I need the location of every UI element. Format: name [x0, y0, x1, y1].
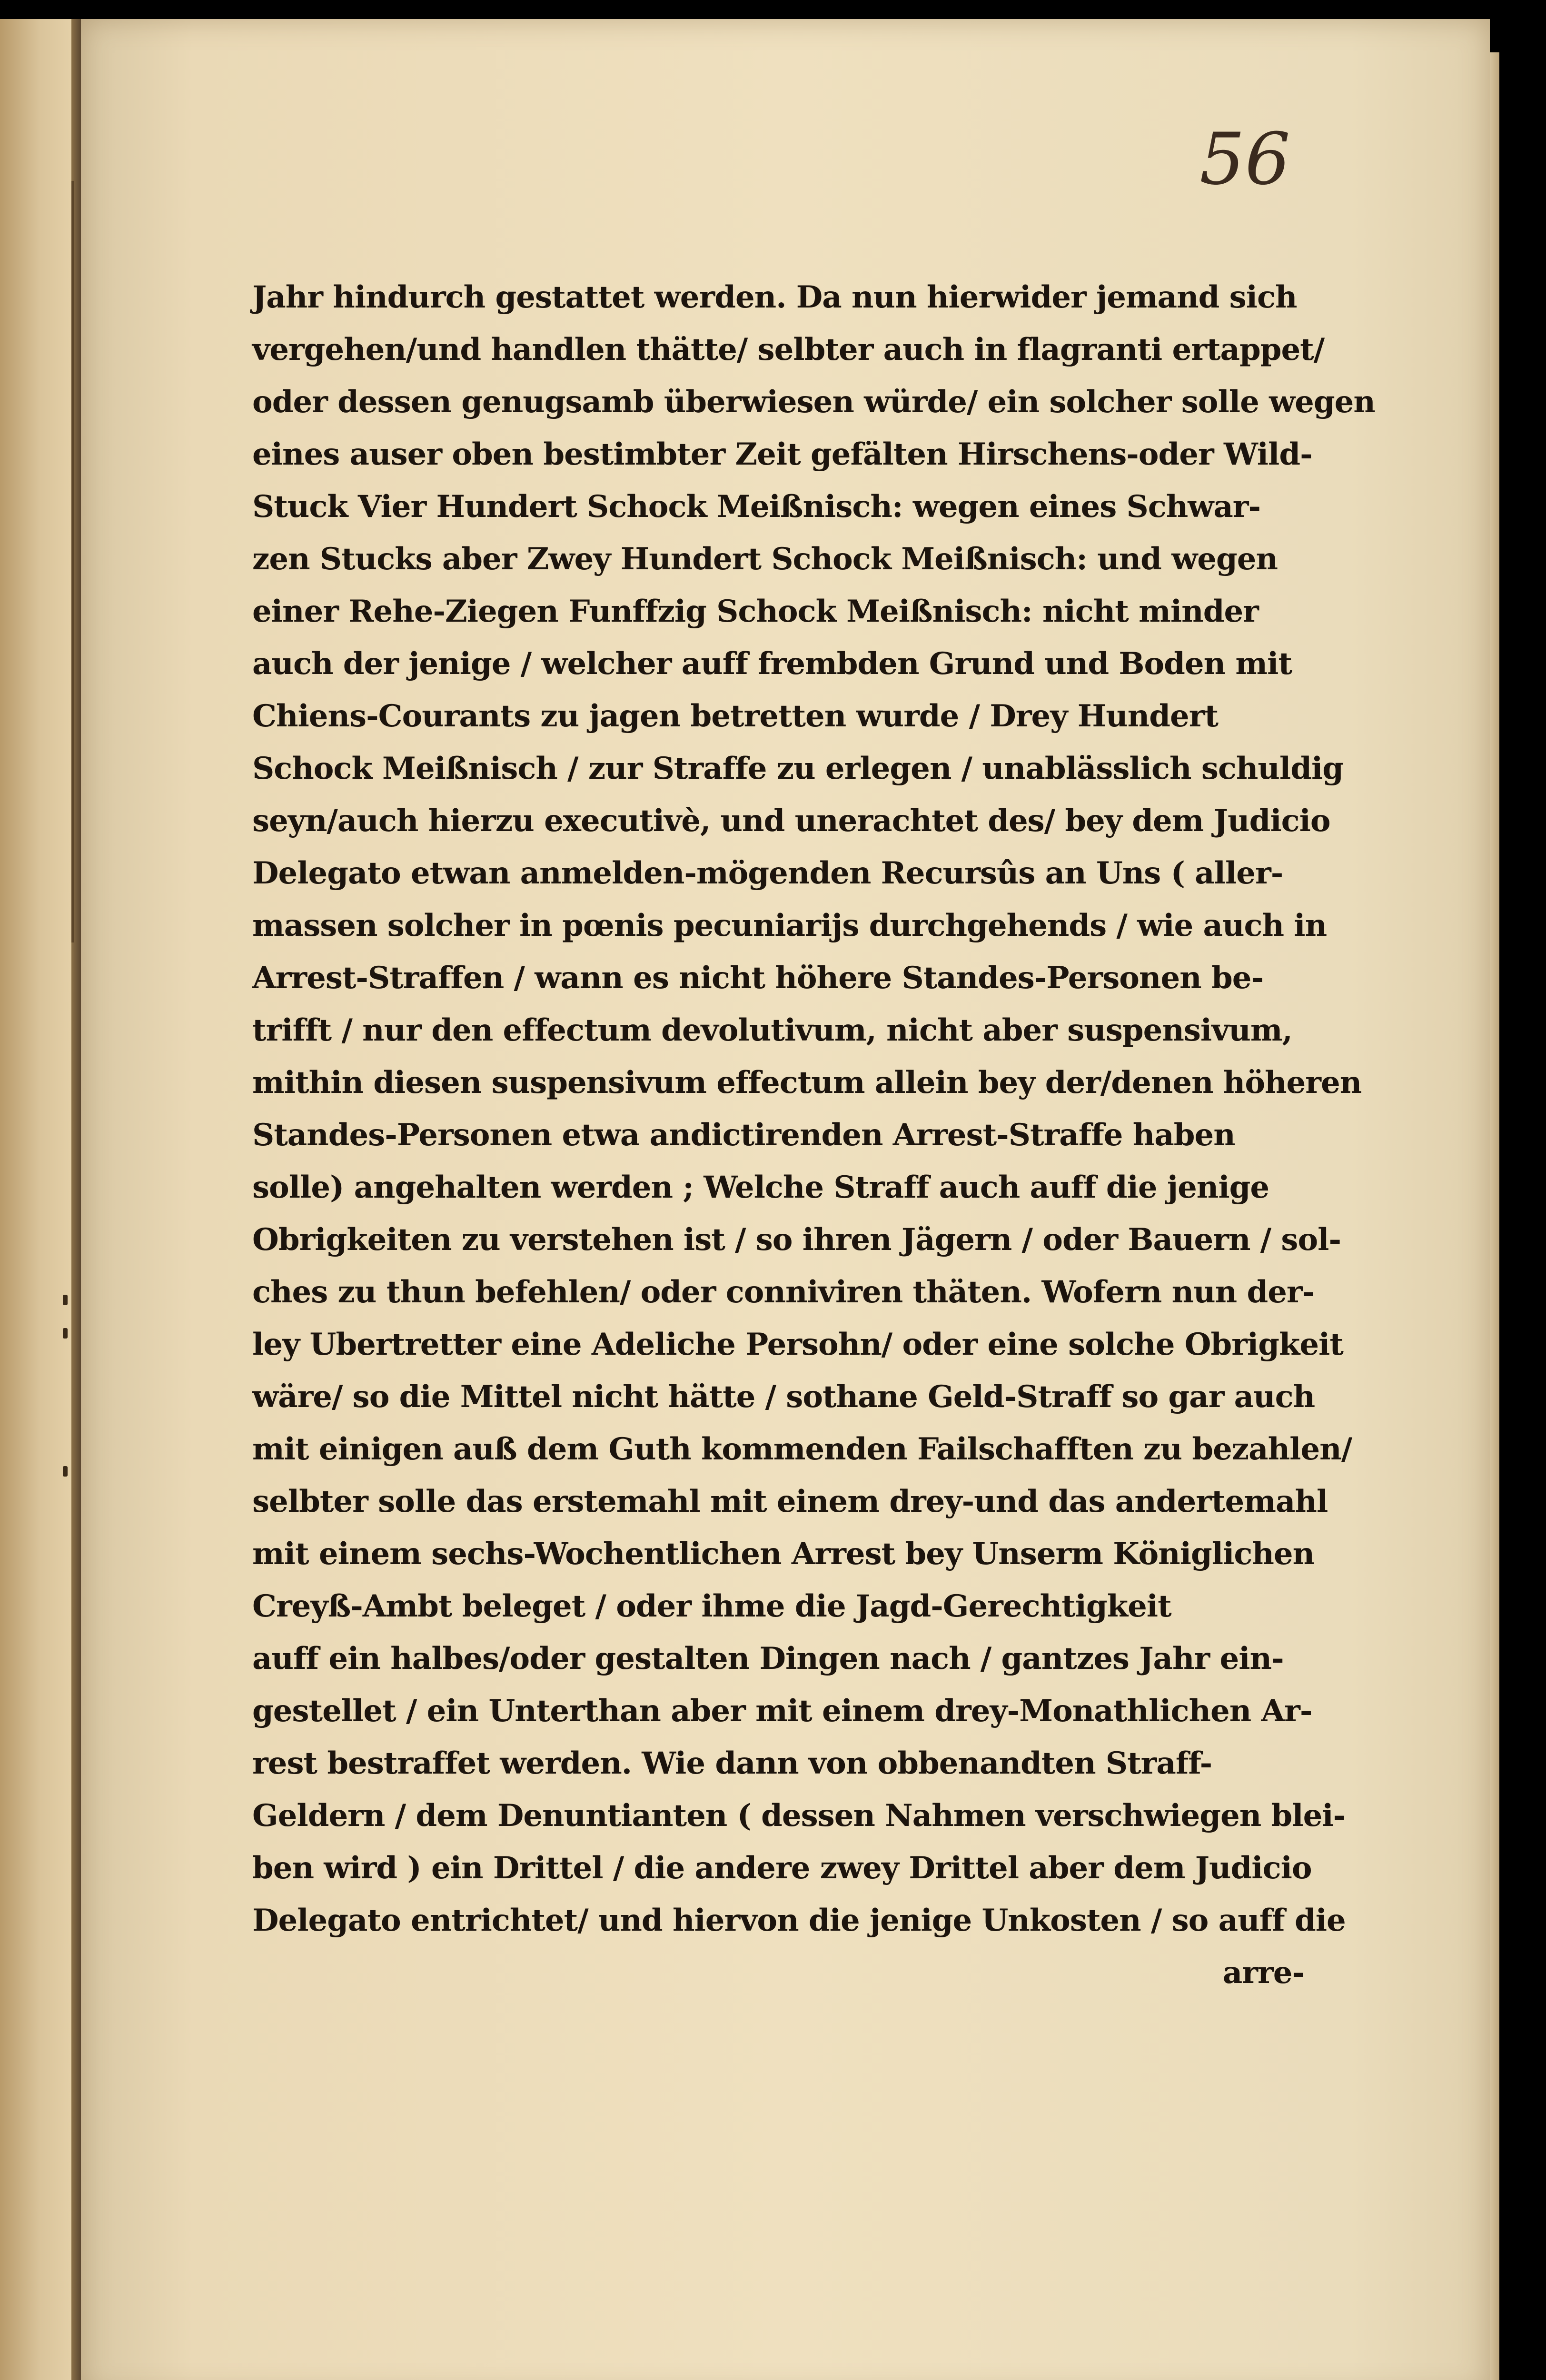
text-line: gestellet / ein Unterthan aber mit einem drey-Monathlichen Ar-	[252, 1693, 1312, 1729]
text-line: Delegato etwan anmelden-mögenden Recursûs an Uns ( aller-	[252, 855, 1283, 891]
facing-page-edge	[0, 19, 71, 2380]
binding-mark	[63, 1295, 68, 1305]
text-line: eines auser oben bestimbter Zeit gefälten Hirschens-oder Wild-	[252, 436, 1312, 472]
text-line: ches zu thun befehlen/ oder conniviren thäten. Wofern nun der-	[252, 1274, 1315, 1310]
text-line: ben wird ) ein Drittel / die andere zwey Drittel aber dem Judicio	[252, 1850, 1312, 1886]
text-line: Creyß-Ambt beleget / oder ihme die Jagd-Gerechtigkeit	[252, 1588, 1171, 1624]
text-line: wäre/ so die Mittel nicht hätte / sothane Geld-Straff so gar auch	[252, 1379, 1315, 1415]
text-line: selbter solle das erstemahl mit einem drey-und das andertemahl	[252, 1484, 1328, 1519]
text-line: Standes-Personen etwa andictirenden Arrest-Straffe haben	[252, 1117, 1235, 1153]
text-line: solle) angehalten werden ; Welche Straff auch auff die jenige	[252, 1170, 1269, 1205]
text-line: Delegato entrichtet/ und hiervon die jenige Unkosten / so auff die	[252, 1903, 1346, 1938]
text-line: massen solcher in pœnis pecuniarijs durchgehends / wie auch in	[252, 908, 1327, 943]
text-line: oder dessen genugsamb überwiesen würde/ ein solcher solle wegen	[252, 384, 1375, 420]
text-line: ley Ubertretter eine Adeliche Persohn/ oder eine solche Obrigkeit	[252, 1327, 1343, 1362]
text-line: einer Rehe-Ziegen Funffzig Schock Meißnisch: nicht minder	[252, 594, 1259, 629]
catchword: arre-	[1222, 1955, 1304, 1991]
text-line: mit einem sechs-Wochentlichen Arrest bey Unserm Königlichen	[252, 1536, 1315, 1572]
page-fore-edge	[1490, 52, 1499, 2380]
text-line: Arrest-Straffen / wann es nicht höhere Standes-Personen be-	[252, 960, 1263, 996]
binding-mark	[63, 1328, 68, 1339]
text-line: Geldern / dem Denuntianten ( dessen Nahmen verschwiegen blei-	[252, 1798, 1346, 1834]
text-line: Stuck Vier Hundert Schock Meißnisch: wegen eines Schwar-	[252, 489, 1261, 525]
text-line: Obrigkeiten zu verstehen ist / so ihren Jägern / oder Bauern / sol-	[252, 1222, 1341, 1258]
text-line: mithin diesen suspensivum effectum allein bey der/denen höheren	[252, 1065, 1362, 1101]
text-line: rest bestraffet werden. Wie dann von obbenandten Straff-	[252, 1745, 1212, 1781]
page-number: 56	[1199, 118, 1290, 201]
text-line: Jahr hindurch gestattet werden. Da nun hierwider jemand sich	[252, 279, 1297, 315]
text-line: auch der jenige / welcher auff frembden Grund und Boden mit	[252, 646, 1292, 682]
body-text	[252, 271, 1375, 1991]
text-line: seyn/auch hierzu executivè, und unerachtet des/ bey dem Judicio	[252, 803, 1330, 839]
text-line: zen Stucks aber Zwey Hundert Schock Meißnisch: und wegen	[252, 541, 1278, 577]
text-line: Chiens-Courants zu jagen betretten wurde / Drey Hundert	[252, 698, 1218, 734]
gutter-fold-line	[71, 181, 74, 942]
text-line: mit einigen auß dem Guth kommenden Failschafften zu bezahlen/	[252, 1431, 1352, 1467]
binding-mark	[63, 1466, 68, 1477]
text-line: trifft / nur den effectum devolutivum, nicht aber suspensivum,	[252, 1012, 1292, 1048]
text-line: vergehen/und handlen thätte/ selbter auch in flagranti ertappet/	[252, 332, 1325, 367]
text-line: Schock Meißnisch / zur Straffe zu erlegen / unablässlich schuldig	[252, 751, 1343, 786]
text-line: auff ein halbes/oder gestalten Dingen nach / gantzes Jahr ein-	[252, 1641, 1284, 1676]
